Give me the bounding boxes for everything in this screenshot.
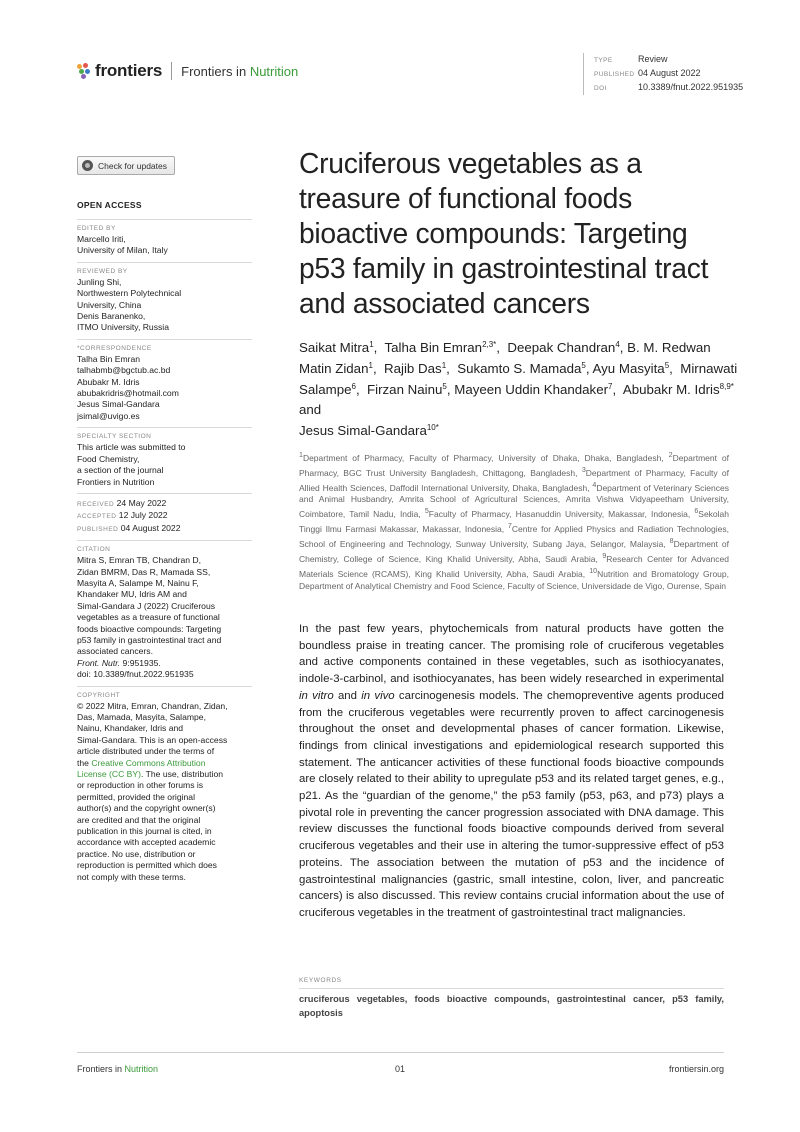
article-meta bbox=[583, 53, 743, 95]
open-access-label: OPEN ACCESS bbox=[77, 200, 142, 210]
keywords-label: KEYWORDS bbox=[299, 977, 342, 984]
author[interactable]: B. M. Redwan Matin Zidan$^1$ bbox=[299, 340, 711, 376]
email-link[interactable]: talhabmb@bgctub.ac.bd bbox=[77, 365, 171, 376]
license-link[interactable]: License (CC BY) bbox=[77, 769, 141, 780]
page-number: 01 bbox=[395, 1064, 406, 1074]
author[interactable]: Deepak Chandran$^4$ bbox=[507, 340, 620, 355]
author[interactable]: Mayeen Uddin Khandaker$^7$ bbox=[454, 381, 613, 397]
edited-by: Marcello Iriti, University of Milan, Italy bbox=[77, 234, 168, 256]
meta-published: PUBLISHED 04 August 2022 bbox=[594, 68, 701, 78]
affiliations: $^1$Department of Pharmacy, Faculty of Pharmacy, University of Dhaka, Dhaka, Bangladesh, $^2$Department of Pharmacy, BGC Trust University Bangladesh, Chittagong, Bangladesh, $^3$Department of Pharmacy, Faculty of Allied Health Sciences, Daffodil International University, Dhaka, Bangladesh, $^4$Department of Veterinary Sciences and Animal Husbandry, Amrita School of Agricultural Sciences, Amrita Vishwa Vidyapeetham University, Coimbatore, Tamil Nadu, India, $^5$Faculty of Pharmacy, Hasanuddin University, Makassar, Indonesia, $^6$Sekolah Tinggi Ilmu Farmasi Makassar, Makassar, Indonesia, $^7$Centre for Applied Physics and Radiation Technologies, School of Engineering and Technology, Sunway University, Subang Jaya, Selangor, Malaysia, $^8$Department of Chemistry, College of Science, King Khalid University, Abha, Saudi Arabia, $^9$Research Center for Advanced Materials Science (RCAMS), King Khalid University, Abha, Saudi Arabia, $^{10}$Nutrition and Bromatology Group, Department of Analytical Chemistry and Food Science, Faculty of Science, Universidade de Vigo, Ourense, Spain bbox=[299, 451, 729, 591]
updates-icon bbox=[82, 160, 93, 171]
author[interactable]: Jesus Simal-Gandara$^{10*}$ bbox=[299, 423, 439, 439]
frontiers-logo-icon bbox=[77, 63, 91, 79]
license-link[interactable]: Creative Commons Attribution bbox=[91, 757, 206, 768]
footer-site-link[interactable]: frontiersin.org bbox=[668, 1064, 724, 1074]
author[interactable]: Mirnawati Salampe$^6$ bbox=[299, 360, 738, 397]
logo-divider bbox=[171, 62, 172, 80]
author-list: Saikat Mitra$^1$, Talha Bin Emran$^{2,3*}$, Deepak Chandran$^4$, B. M. Redwan Matin Zidan$^1$, Rajib Das$^1$, Sukamto S. Mamada$^5$, Ayu Masyita$^5$, Mirnawati Salampe$^6$, Firzan Nainu$^5$, Mayeen Uddin Khandaker$^7$, Abubakr M. Idris$^{8,9*}$ and Jesus Simal-Gandara$^{10*}$ bbox=[299, 340, 738, 439]
copyright: © 2022 Mitra, Emran, Chandran, Zidan, Das, Mamada, Masyita, Salampe, Nainu, Khandaker, Idris and Simal-Gandara. This is an open-access article distributed under the terms of the Creative Commons Attribution License (CC BY). The use, distribution or reproduction in other forums is permitted, provided the original author(s) and the copyright owner(s) are credited and that the original publication in this journal is cited, in accordance with accepted academic practice. No use, distribution or reproduction is permitted which does not comply with these terms. bbox=[77, 700, 228, 882]
citation-doi-link[interactable]: doi: 10.3389/fnut.2022.951935 bbox=[77, 669, 194, 680]
correspondence: Talha Bin Emran talhabmb@bgctub.ac.bd Abubakr M. Idris abubakridris@hotmail.com Jesus Simal-Gandara jsimal@uvigo.es bbox=[77, 354, 252, 422]
article-dates: RECEIVED 24 May 2022 ACCEPTED 12 July 2022 PUBLISHED 04 August 2022 bbox=[77, 497, 181, 533]
copyright-label: COPYRIGHT bbox=[77, 691, 121, 699]
divider bbox=[299, 988, 724, 989]
sidebar-info bbox=[77, 219, 252, 883]
email-link[interactable]: jsimal@uvigo.es bbox=[77, 410, 140, 421]
footer-journal: Frontiers in Nutrition bbox=[77, 1064, 159, 1074]
frontiers-logo[interactable] bbox=[77, 60, 298, 82]
author[interactable]: Abubakr M. Idris$^{8,9*}$ bbox=[622, 381, 734, 397]
divider bbox=[77, 219, 252, 220]
edited-by-label: EDITED BY bbox=[77, 225, 116, 232]
citation: Mitra S, Emran TB, Chandran D, Zidan BMRM, Das R, Mamada SS, Masyita A, Salampe M, Nainu F, Khandaker MU, Idris AM and Simal-Gandara J (2022) Cruciferous vegetables as a treasure of functional foods bioactive compounds: Targeting p53 family in gastrointestinal tract and associated cancers. Front. Nutr. 9:951935. doi: 10.3389/fnut.2022.951935 bbox=[77, 555, 252, 680]
email-link[interactable]: abubakridris@hotmail.com bbox=[77, 388, 179, 399]
reviewed-by-label: REVIEWED BY bbox=[77, 267, 128, 275]
citation-label: CITATION bbox=[77, 546, 111, 554]
divider bbox=[77, 540, 252, 541]
divider bbox=[77, 686, 252, 687]
reviewed-by: Junling Shi, Northwestern Polytechnical University, China Denis Baranenko, ITMO University, Russia bbox=[77, 276, 182, 333]
divider bbox=[77, 427, 252, 428]
author[interactable]: Sukamto S. Mamada$^5$ bbox=[457, 360, 586, 376]
divider bbox=[77, 339, 252, 340]
logo-wordmark: frontiers bbox=[95, 61, 163, 80]
keywords: cruciferous vegetables, foods bioactive compounds, gastrointestinal cancer, p53 family, apoptosis bbox=[299, 994, 724, 1018]
footer-divider bbox=[77, 1052, 724, 1053]
article-title: Cruciferous vegetables as a treasure of functional foods bioactive compounds: Targeting p53 family in gastrointestinal tract and associated cancers bbox=[299, 147, 709, 319]
meta-type: TYPE Review bbox=[594, 54, 668, 64]
author[interactable]: Rajib Das$^1$ bbox=[384, 360, 447, 376]
author[interactable]: Saikat Mitra$^1$ bbox=[299, 340, 374, 355]
correspondence-label: *CORRESPONDENCE bbox=[77, 344, 152, 352]
author[interactable]: Talha Bin Emran$^{2,3*}$ bbox=[384, 340, 497, 355]
check-for-updates-button[interactable] bbox=[77, 156, 175, 175]
check-for-updates-label: Check for updates bbox=[98, 160, 167, 171]
divider bbox=[77, 262, 252, 263]
author[interactable]: Ayu Masyita$^5$ bbox=[592, 360, 670, 376]
meta-doi[interactable]: DOI 10.3389/fnut.2022.951935 bbox=[594, 82, 744, 92]
author[interactable]: Firzan Nainu$^5$ bbox=[367, 381, 447, 397]
divider bbox=[77, 493, 252, 494]
specialty-section-label: SPECIALTY SECTION bbox=[77, 433, 152, 441]
specialty-section: This article was submitted to Food Chemistry, a section of the journal Frontiers in Nutrition bbox=[77, 442, 186, 487]
journal-name: Frontiers in Nutrition bbox=[181, 63, 299, 79]
abstract: In the past few years, phytochemicals from natural products have gotten the boundless praise in treating cancer. The promising role of cruciferous vegetables and active components contained in these vegetables, such as isothiocyanates, indole-3-carbinol, and isothiocyanates, has been widely researched in experimental in vitro and in vivo carcinogenesis models. The chemopreventive agents produced from the cruciferous vegetables were recurrently proven to affect carcinogenesis throughout the onset and developmental phases of cancer formation. Likewise, findings from clinical investigations and epidemiological research supported this statement. The anticancer activities of these functional foods bioactive compounds are closely related to their ability to upregulate p53 and its related target genes, e.g., p21. As the “guardian of the genome,” the p53 family (p53, p63, and p73) plays a pivotal role in preventing the cancer progression associated with DNA damage. This review discusses the functional foods bioactive compounds derived from several cruciferous vegetables and their use in altering the tumor-suppressive effect of p53 proteins. The association between the mutation of p53 and the incidence of gastrointestinal malignancies (gastric, small intestine, colon, liver, and pancreatic cancers) is also discussed. This review contains crucial information about the use of cruciferous vegetables in the treatment of gastrointestinal tract malignancies. bbox=[299, 623, 725, 919]
